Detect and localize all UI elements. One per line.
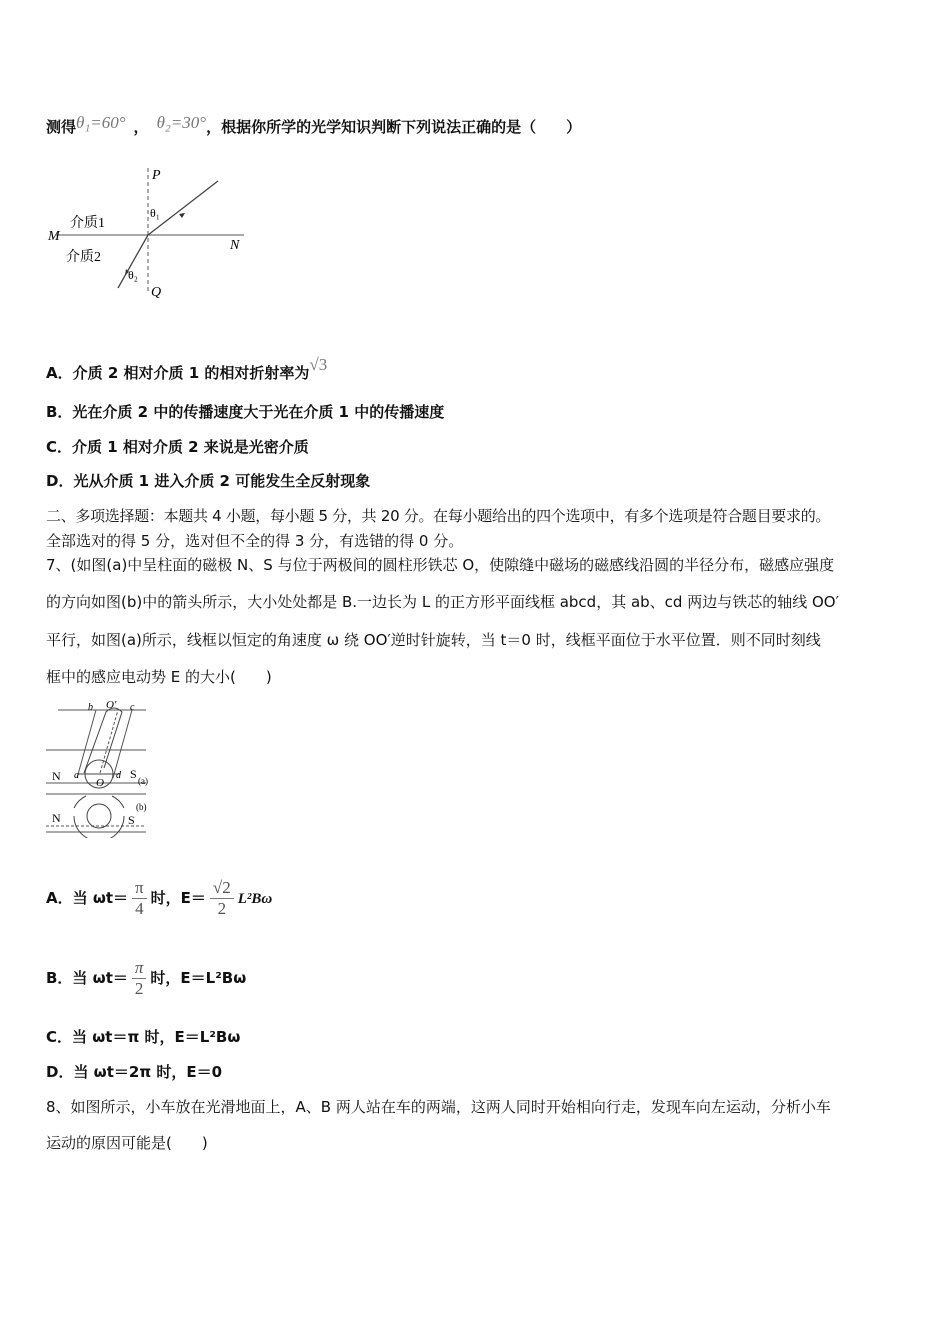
label-a: a — [74, 770, 79, 781]
text: 时，E＝ — [150, 889, 206, 907]
theta2-math: θ₂=30° — [156, 113, 207, 132]
q6-option-d: D．光从介质 1 进入介质 2 可能发生全反射现象 — [46, 472, 371, 490]
q7-option-a — [46, 878, 272, 919]
numerator: π — [132, 878, 147, 899]
label-medium2: 介质2 — [66, 250, 101, 265]
sqrt3-math: √3 — [309, 355, 328, 374]
label-medium1: 介质1 — [70, 216, 105, 231]
text: A．当 ωt＝ — [46, 889, 129, 907]
denominator: 2 — [134, 979, 144, 998]
label-O: O — [96, 777, 104, 789]
fraction-pi-2 — [132, 958, 147, 999]
text: ， — [133, 118, 149, 136]
denominator: 4 — [135, 899, 144, 918]
theta1-math: θ₁=60° — [76, 113, 126, 132]
q6-stem — [46, 113, 581, 137]
text: A．介质 2 相对介质 1 的相对折射率为 — [46, 364, 310, 382]
label-N-a: N — [52, 769, 61, 783]
fraction-pi-4 — [132, 878, 147, 919]
q6-option-b: B．光在介质 2 中的传播速度大于光在介质 1 中的传播速度 — [46, 403, 445, 421]
q7-line1: 7、(如图(a)中呈柱面的磁极 N、S 与位于两极间的圆柱形铁芯 O，使隙缝中磁场的磁感线沿圆的半径分布，磁感应强度 — [46, 556, 835, 574]
label-N-b: N — [52, 811, 61, 825]
numerator: √2 — [210, 878, 234, 899]
fraction-sqrt2-2 — [210, 878, 234, 919]
section2-line2: 全部选对的得 5 分，选对但不全的得 3 分，有选错的得 0 分。 — [46, 532, 464, 550]
label-theta1: θ₁ — [150, 206, 160, 220]
label-c: c — [130, 702, 135, 713]
section2-line1: 二、多项选择题：本题共 4 小题，每小题 5 分，共 20 分。在每小题给出的四个选项中，有多个选项是符合题目要求的。 — [46, 507, 831, 525]
label-theta2: θ₂ — [128, 268, 138, 282]
q6-option-a — [46, 355, 327, 383]
text: 时，E＝L²Bω — [150, 969, 247, 987]
label-d: d — [116, 770, 121, 781]
numerator: π — [132, 958, 147, 979]
label-fig-a: (a) — [138, 776, 148, 786]
q8-line1: 8、如图所示，小车放在光滑地面上，A、B 两人站在车的两端，这两人同时开始相向行走，发现车向左运动，分析小车 — [46, 1098, 831, 1116]
q7-option-d: D．当 ωt＝2π 时，E＝0 — [46, 1063, 223, 1081]
q7-option-c: C．当 ωt＝π 时，E＝L²Bω — [46, 1028, 241, 1046]
label-b: b — [88, 702, 93, 713]
label-S-a: S — [130, 767, 137, 781]
text: ，根据你所学的光学知识判断下列说法正确的是（ ） — [206, 118, 582, 136]
denominator: 2 — [217, 899, 227, 918]
text: B．当 ωt＝ — [46, 969, 128, 987]
label-fig-b: (b) — [136, 802, 147, 812]
label-P: P — [152, 168, 161, 183]
label-M: M — [48, 229, 60, 244]
text: 测得 — [46, 118, 77, 136]
q8-line2: 运动的原因可能是( ) — [46, 1134, 208, 1152]
q7-line4: 框中的感应电动势 E 的大小( ) — [46, 668, 272, 686]
label-O-prime: O′ — [106, 699, 117, 711]
label-N: N — [230, 238, 240, 253]
label-Q: Q — [151, 285, 162, 298]
q7-option-b — [46, 958, 246, 999]
label-S-b: S — [128, 813, 135, 827]
q7-line3: 平行，如图(a)所示，线框以恒定的角速度 ω 绕 OO′逆时针旋转，当 t＝0 时，线框平面位于水平位置．则不同时刻线 — [46, 631, 821, 649]
text: L²Bω — [237, 891, 273, 907]
refraction-diagram — [46, 163, 256, 298]
q6-option-c: C．介质 1 相对介质 2 来说是光密介质 — [46, 438, 309, 456]
magnet-diagram — [44, 698, 154, 838]
q7-line2: 的方向如图(b)中的箭头所示，大小处处都是 B.一边长为 L 的正方形平面线框 abcd，其 ab、cd 两边与铁芯的轴线 OO′ — [46, 593, 840, 611]
